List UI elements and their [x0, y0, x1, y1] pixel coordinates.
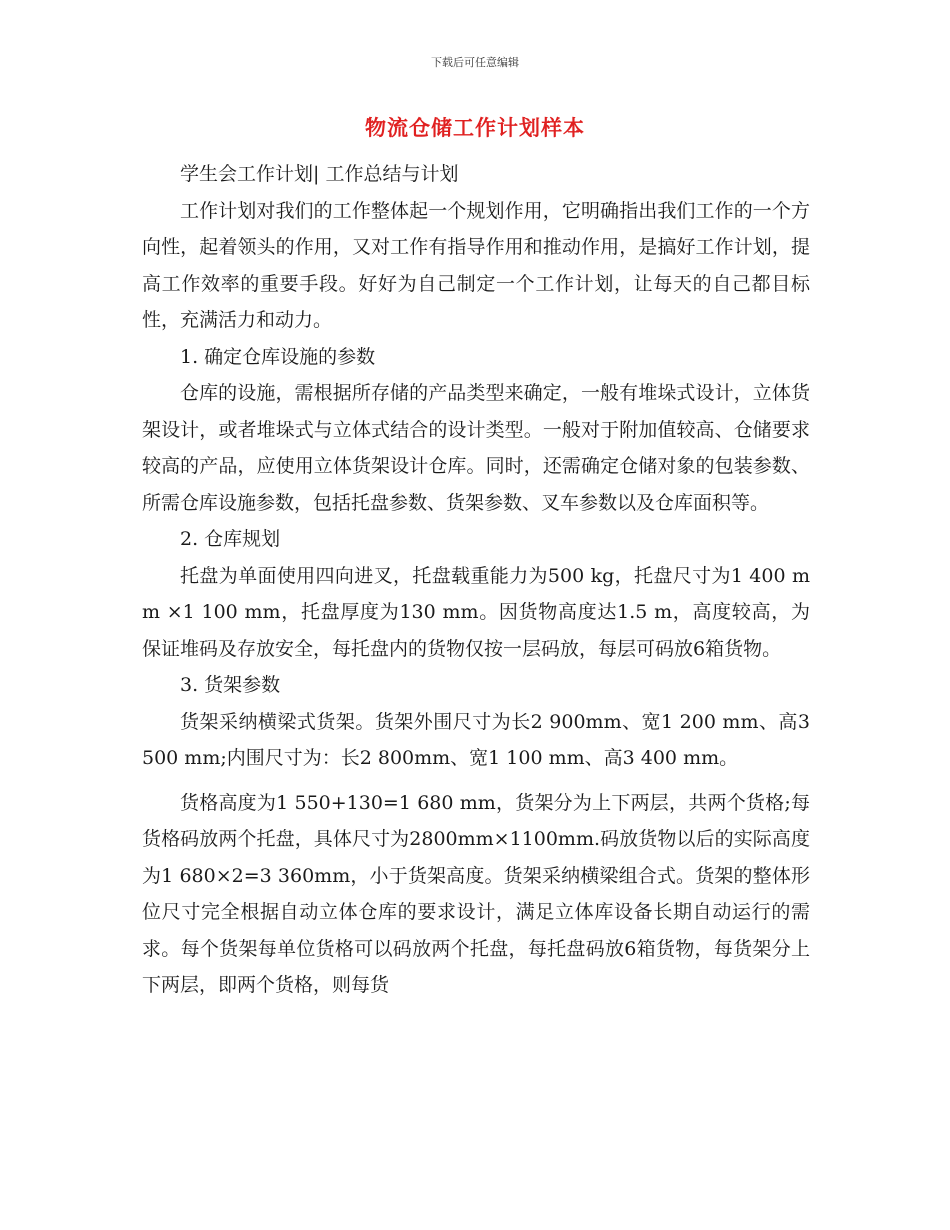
paragraph-intro: 工作计划对我们的工作整体起一个规划作用，它明确指出我们工作的一个方向性，起着领头的作用，又对工作有指导作用和推动作用，是搞好工作计划，提高工作效率的重要手段。好好为自己制定一个工作计划，让每天的自己都目标性，充满活力和动力。 — [142, 199, 810, 331]
paragraph-warehouse-plan: 托盘为单面使用四向进叉，托盘载重能力为500 kg，托盘尺寸为1 400 mm ×1 100 mm，托盘厚度为130 mm。因货物高度达1.5 m，高度较高，为保证堆码及存放安全，每托盘内的货物仅按一层码放，每层可码放6箱货物。 — [142, 564, 810, 660]
paragraph-shelf-detail: 货格高度为1 550+130=1 680 mm，货架分为上下两层，共两个货格;每货格码放两个托盘，具体尺寸为2800mm×1100mm.码放货物以后的实际高度为1 680×2=3 360mm，小于货架高度。货架采纳横梁组合式。货架的整体形位尺寸完全根据自动立体仓库的要求设计，满足立体库设备长期自动运行的需求。每个货架每单位货格可以码放两个托盘，每托盘码放6箱货物，每货架分上下两层，即两个货格，则每货 — [142, 791, 810, 996]
document-title: 物流仓储工作计划样本 — [365, 115, 585, 140]
paragraph-shelf-size: 货架采纳横梁式货架。货架外围尺寸为长2 900mm、宽1 200 mm、高3 500 mm;内围尺寸为：长2 800mm、宽1 100 mm、高3 400 mm。 — [142, 710, 810, 769]
section-heading-2: 2. 仓库规划 — [180, 528, 281, 550]
paragraph-subtitle: 学生会工作计划| 工作总结与计划 — [180, 163, 459, 185]
section-heading-3: 3. 货架参数 — [180, 674, 281, 696]
section-heading-1: 1. 确定仓库设施的参数 — [180, 345, 376, 368]
header-note: 下载后可任意编辑 — [431, 56, 519, 69]
document-body — [142, 156, 810, 1004]
paragraph-facility: 仓库的设施，需根据所存储的产品类型来确定，一般有堆垛式设计，立体货架设计，或者堆垛式与立体式结合的设计类型。一般对于附加值较高、仓储要求较高的产品，应使用立体货架设计仓库。同时，还需确定仓储对象的包装参数、所需仓库设施参数，包括托盘参数、货架参数、叉车参数以及仓库面积等。 — [142, 382, 810, 514]
